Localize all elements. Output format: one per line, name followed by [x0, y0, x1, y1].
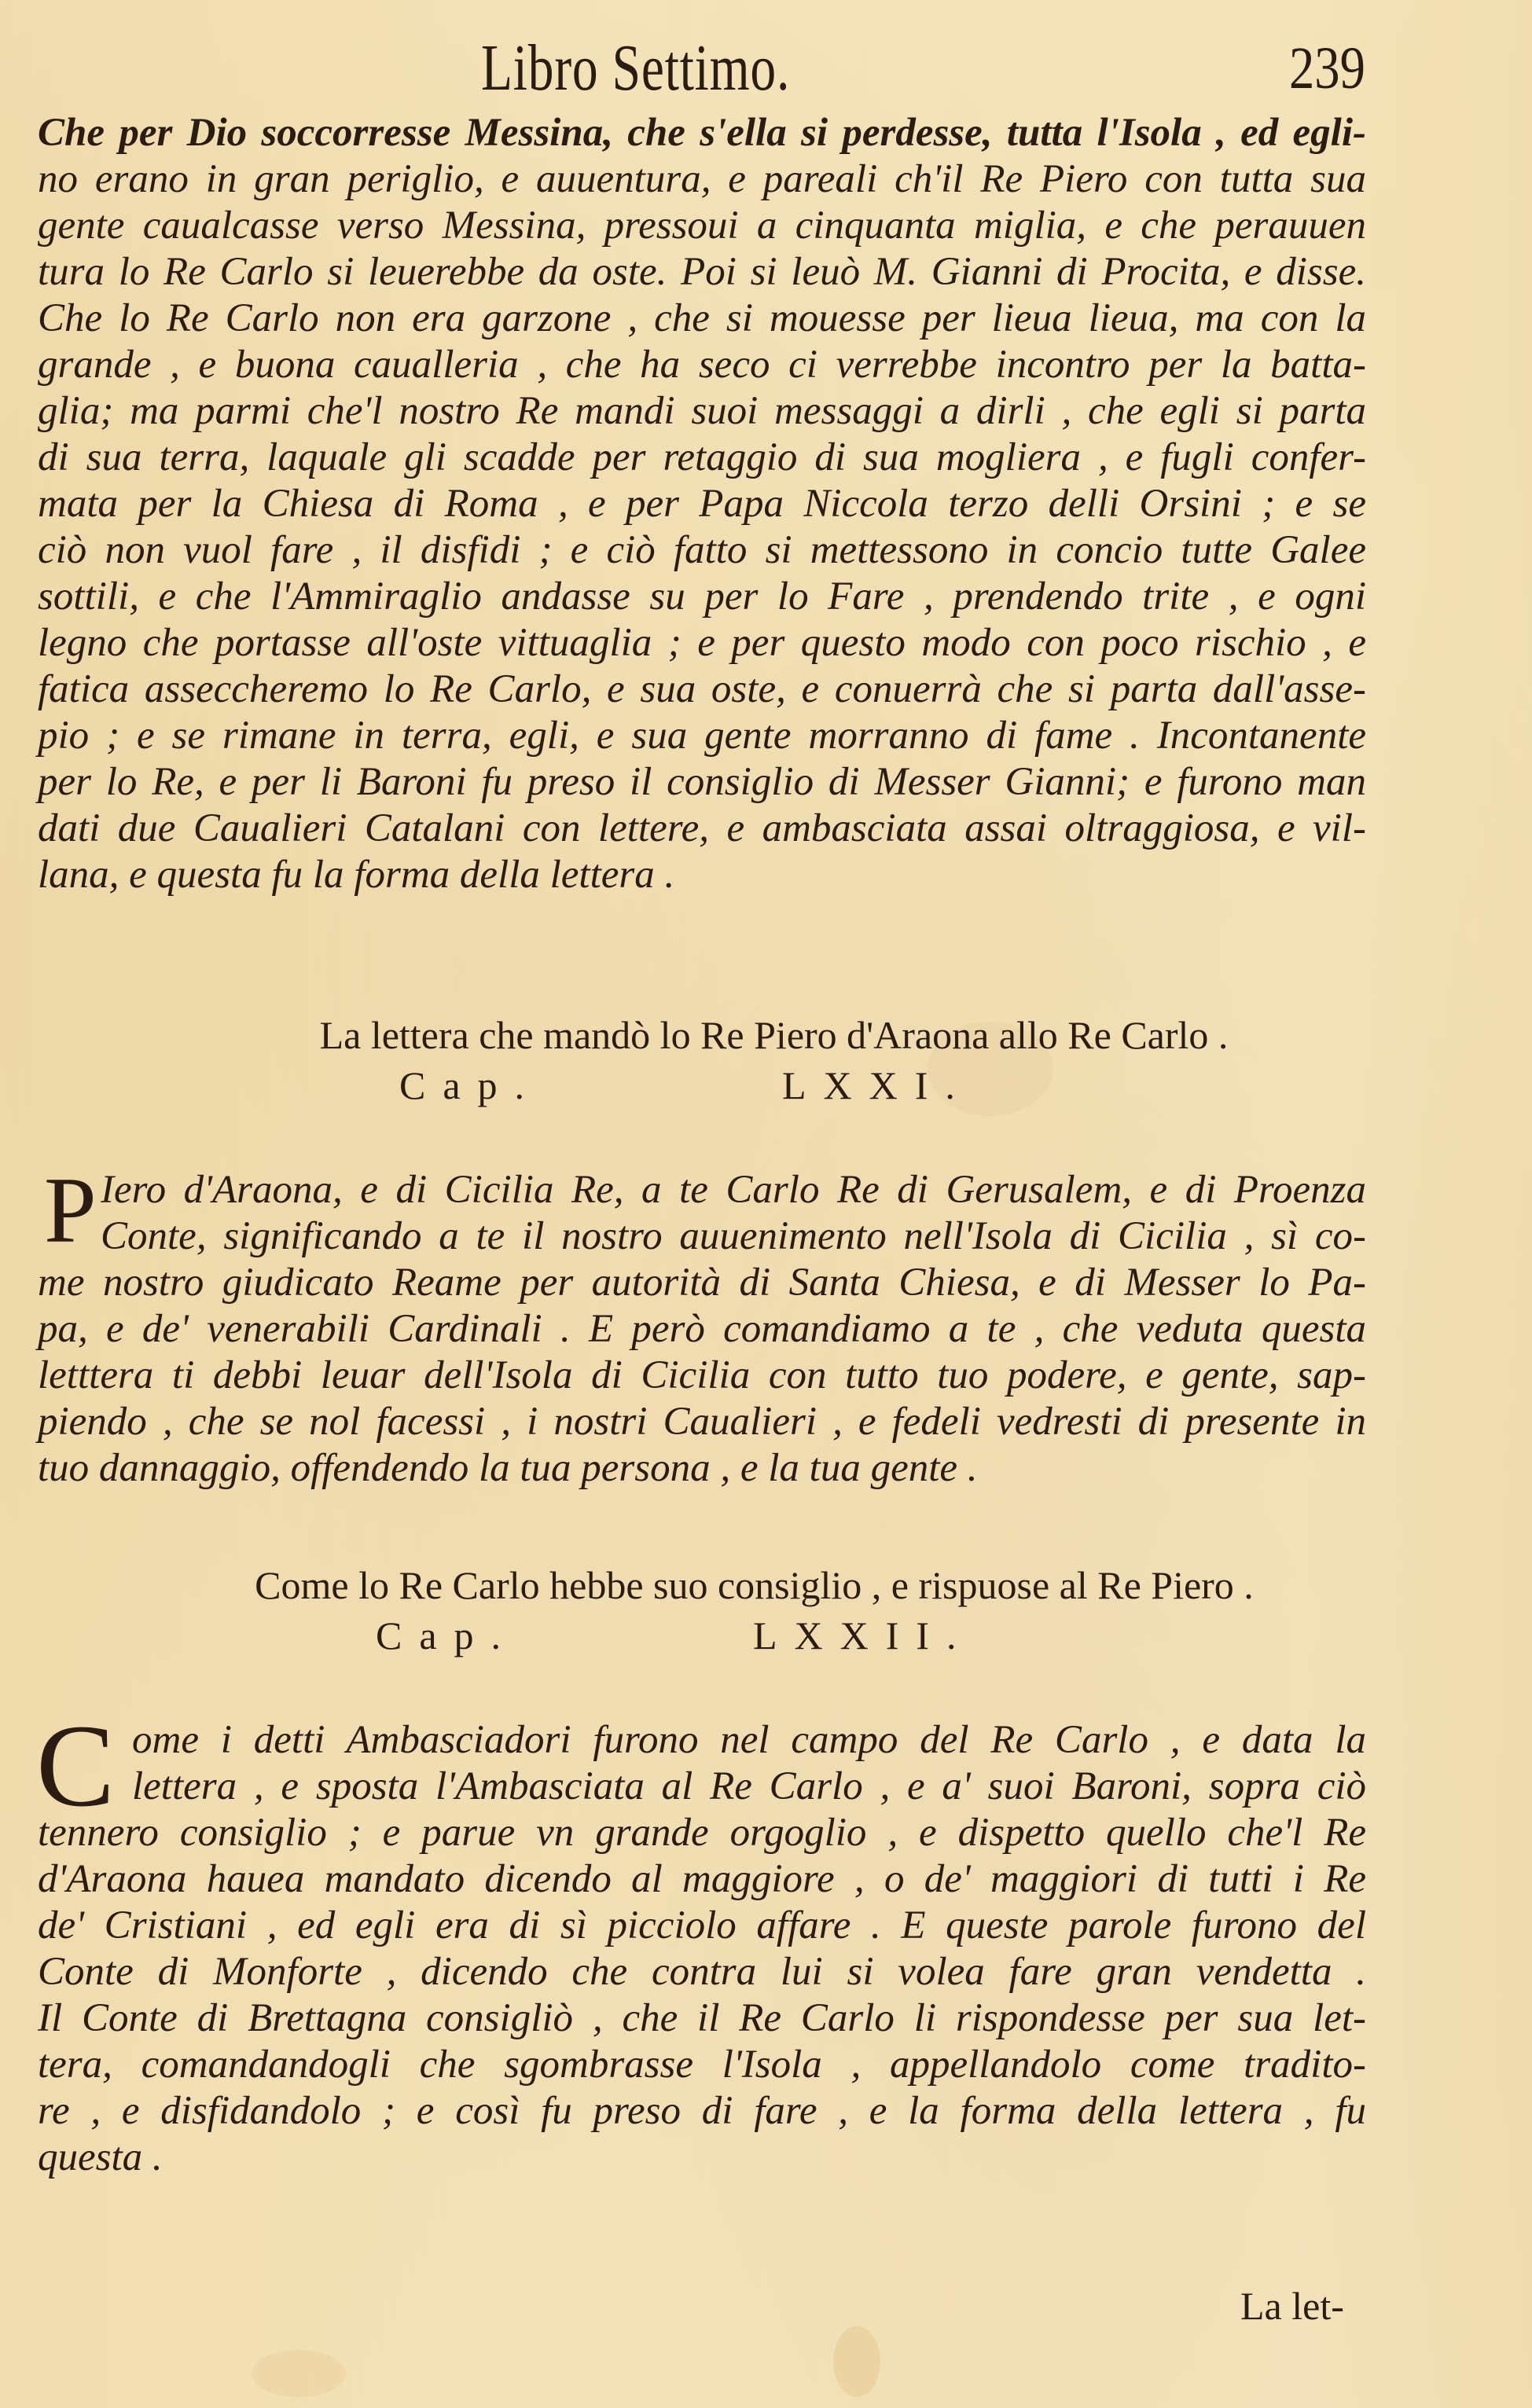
running-title: Libro Settimo.: [481, 31, 791, 105]
cap-label: Cap.: [399, 1063, 542, 1107]
text-line: sottili, e che l'Ammiraglio andasse su per lo Fare , prendendo trite , e ogni: [38, 574, 1366, 619]
chapter-title: La lettera che mandò lo Re Piero d'Araona allo Re Carlo .: [319, 1013, 1229, 1057]
paragraph-3: [38, 1717, 1366, 2181]
text-line: tennero consiglio ; e parue vn grande orgoglio , e dispetto quello che'l Re: [38, 1811, 1366, 1855]
cap-label: Cap.: [376, 1613, 519, 1657]
text-line: Che per Dio soccorresse Messina, che s'ella si perdesse, tutta l'Isola , ed egli-: [38, 111, 1366, 155]
catchword: La let-: [1240, 2284, 1344, 2328]
text-line: pa, e de' venerabili Cardinali . E però comandiamo a te , che veduta questa: [38, 1307, 1366, 1351]
text-line: Iero d'Araona, e di Cicilia Re, a te Carlo Re di Gerusalem, e di Proenza: [101, 1168, 1366, 1212]
text-line: me nostro giudicato Reame per autorità di Santa Chiesa, e di Messer lo Pa-: [38, 1261, 1366, 1305]
text-line: per lo Re, e per li Baroni fu preso il consiglio di Messer Gianni; e furono man: [38, 760, 1366, 804]
chapter-number-line: [0, 1610, 1532, 1661]
text-line: Il Conte di Brettagna consigliò , che il Re Carlo li rispondesse per sua let-: [38, 1996, 1366, 2040]
text-line: glia; ma parmi che'l nostro Re mandi suoi messaggi a dirli , che egli si parta: [38, 389, 1366, 433]
text-line: tera, comandandogli che sgombrasse l'Isola , appellandolo come tradito-: [38, 2043, 1366, 2087]
chapter-heading-71: [0, 1010, 1532, 1110]
text-line: tura lo Re Carlo si leuerebbe da oste. Poi si leuò M. Gianni di Procita, e disse.: [38, 250, 1366, 294]
text-line: pio ; e se rimane in terra, egli, e sua gente morranno di fame . Incontanente: [38, 714, 1366, 758]
text-line: gente caualcasse verso Messina, pressoui a cinquanta miglia, e che perauuen: [38, 204, 1366, 248]
text-line: ome i detti Ambasciadori furono nel campo del Re Carlo , e data la: [132, 1718, 1366, 1762]
paragraph-2: [38, 1167, 1366, 1492]
running-head: [0, 30, 1532, 105]
text-line: Conte di Monforte , dicendo che contra lui si volea fare gran vendetta .: [38, 1950, 1366, 1994]
text-line: questa .: [38, 2135, 163, 2179]
text-line: dati due Caualieri Catalani con lettere, e ambasciata assai oltraggiosa, e vil-: [38, 806, 1366, 850]
text-line: de' Cristiani , ed egli era di sì picciolo affare . E queste parole furono del: [38, 1903, 1366, 1947]
paper-stain: [833, 2326, 880, 2397]
chapter-heading-72: [0, 1560, 1532, 1661]
text-line: fatica asseccheremo lo Re Carlo, e sua oste, e conuerrà che si parta dall'asse-: [38, 667, 1366, 711]
text-line: re , e disfidandolo ; e così fu preso di fare , e la forma della lettera , fu: [38, 2089, 1366, 2133]
page-number: 239: [1289, 35, 1365, 101]
cap-number: LXXII.: [753, 1613, 974, 1657]
paper-stain: [252, 2350, 346, 2397]
drop-cap-c: C: [36, 1701, 116, 1831]
text-line: tuo dannaggio, offendendo la tua persona , e la tua gente .: [38, 1446, 978, 1490]
text-line: lana, e questa fu la forma della lettera .: [38, 853, 675, 897]
text-line: d'Araona hauea mandato dicendo al maggiore , o de' maggiori di tutti i Re: [38, 1857, 1366, 1901]
text-line: grande , e buona caualleria , che ha seco ci verrebbe incontro per la batta-: [38, 343, 1366, 387]
text-line: Conte, significando a te il nostro auuenimento nell'Isola di Cicilia , sì co-: [101, 1214, 1366, 1258]
text-line: piendo , che se nol facessi , i nostri Caualieri , e fedeli vedresti di presente in: [38, 1400, 1366, 1444]
text-line: lettera , e sposta l'Ambasciata al Re Carlo , e a' suoi Baroni, sopra ciò: [132, 1764, 1366, 1808]
text-line: Che lo Re Carlo non era garzone , che si mouesse per lieua lieua, ma con la: [38, 296, 1366, 340]
text-line: legno che portasse all'oste vittuaglia ; e per questo modo con poco rischio , e: [38, 621, 1366, 665]
drop-cap-p: P: [44, 1158, 97, 1262]
paragraph-1: [38, 110, 1366, 898]
text-line: letttera ti debbi leuar dell'Isola di Cicilia con tutto tuo podere, e gente, sap-: [38, 1353, 1366, 1397]
text-line: di sua terra, laquale gli scadde per retaggio di sua mogliera , e fugli confer-: [38, 435, 1366, 479]
chapter-title: Come lo Re Carlo hebbe suo consiglio , e rispuose al Re Piero .: [255, 1563, 1254, 1607]
text-line: no erano in gran periglio, e auuentura, e pareali ch'il Re Piero con tutta sua: [38, 157, 1366, 201]
chapter-number-line: [0, 1060, 1532, 1110]
text-line: mata per la Chiesa di Roma , e per Papa Niccola terzo delli Orsini ; e se: [38, 482, 1366, 526]
text-line: ciò non vuol fare , il disfidi ; e ciò fatto si mettessono in concio tutte Galee: [38, 528, 1366, 572]
cap-number: LXXI.: [782, 1063, 972, 1107]
